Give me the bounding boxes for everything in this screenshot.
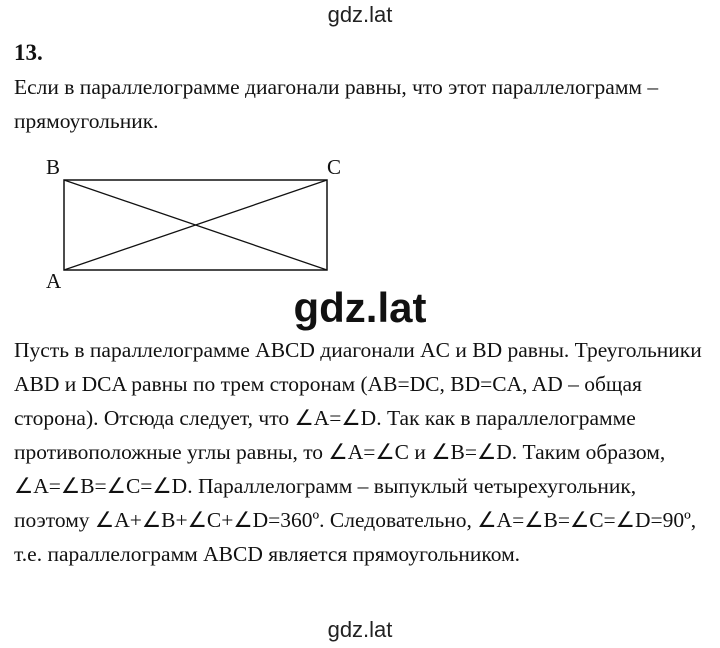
vertex-label-a: A <box>46 269 62 290</box>
vertex-label-c: C <box>327 155 342 179</box>
problem-statement: Если в параллелограмме диагонали равны, что этот параллелограмм – прямоугольник. <box>14 75 659 133</box>
vertex-label-b: B <box>46 155 61 179</box>
proof-text: Пусть в параллелограмме ABCD диагонали AC и BD равны. Треугольники ABD и DCA равны по трем сторонам (AB=DC, BD=CA, AD – общая сторона). Отсюда следует, что ∠A=∠D. Так как в параллелограмме противоположные углы равны, то ∠A=∠C и ∠B=∠D. Таким образом, ∠A=∠B=∠C=∠D. Параллелограмм – выпуклый четырехугольник, поэтому ∠A+∠B+∠C+∠D=360º. Следовательно, ∠A=∠B=∠C=∠D=90º, т.е. параллелограмм ABCD является прямоугольником. <box>14 338 702 566</box>
watermark-bottom: gdz.lat <box>327 617 393 642</box>
task-number: 13. <box>14 40 43 65</box>
watermark-middle: gdz.lat <box>293 284 427 331</box>
rectangle-figure <box>0 150 360 290</box>
watermark-top: gdz.lat <box>327 2 393 27</box>
